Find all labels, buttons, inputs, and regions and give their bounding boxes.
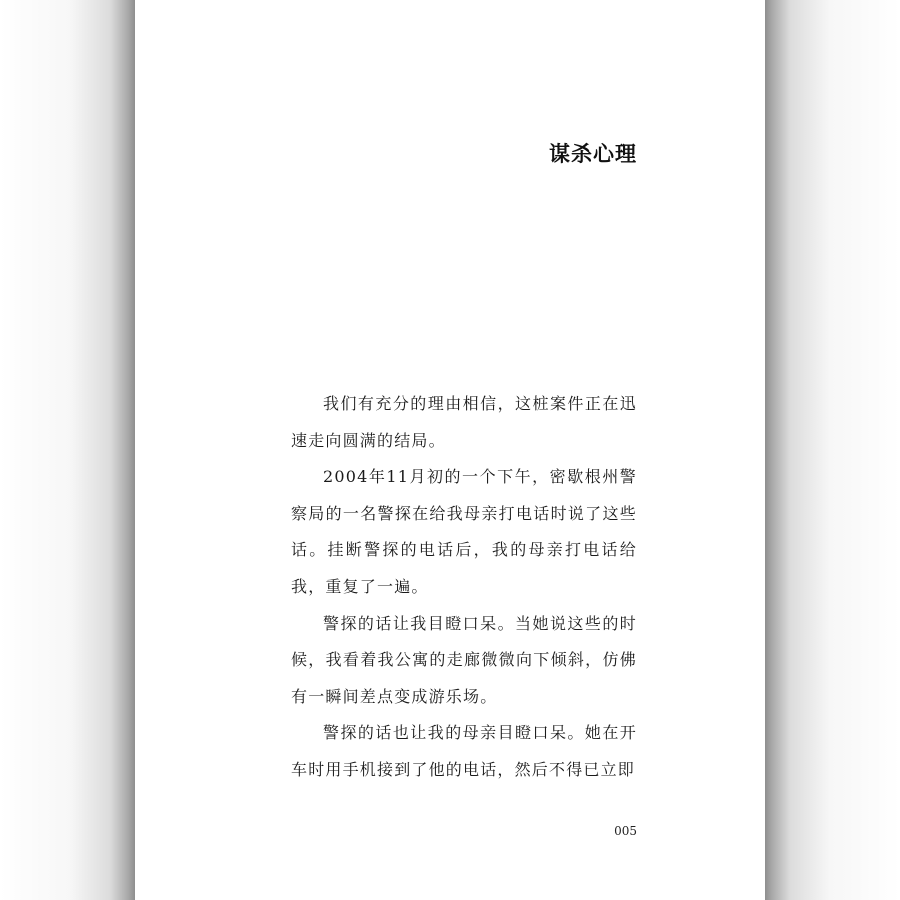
- paragraph: 2004年11月初的一个下午，密歇根州警察局的一名警探在给我母亲打电话时说了这些话。挂断警探的电话后，我的母亲打电话给我，重复了一遍。: [291, 467, 637, 596]
- book-page: [135, 0, 765, 900]
- page-number: 005: [614, 824, 637, 838]
- page-shadow-left: [0, 0, 135, 900]
- paragraph: 我们有充分的理由相信，这桩案件正在迅速走向圆满的结局。: [291, 394, 637, 450]
- paragraph: 警探的话让我目瞪口呆。当她说这些的时候，我看着我公寓的走廊微微向下倾斜，仿佛有一瞬间差点变成游乐场。: [291, 613, 637, 706]
- body-text: [291, 386, 637, 789]
- page-shadow-right: [765, 0, 900, 900]
- paragraph: 警探的话也让我的母亲目瞪口呆。她在开车时用手机接到了他的电话，然后不得已立即: [291, 723, 637, 779]
- chapter-title: 谋杀心理: [549, 142, 637, 166]
